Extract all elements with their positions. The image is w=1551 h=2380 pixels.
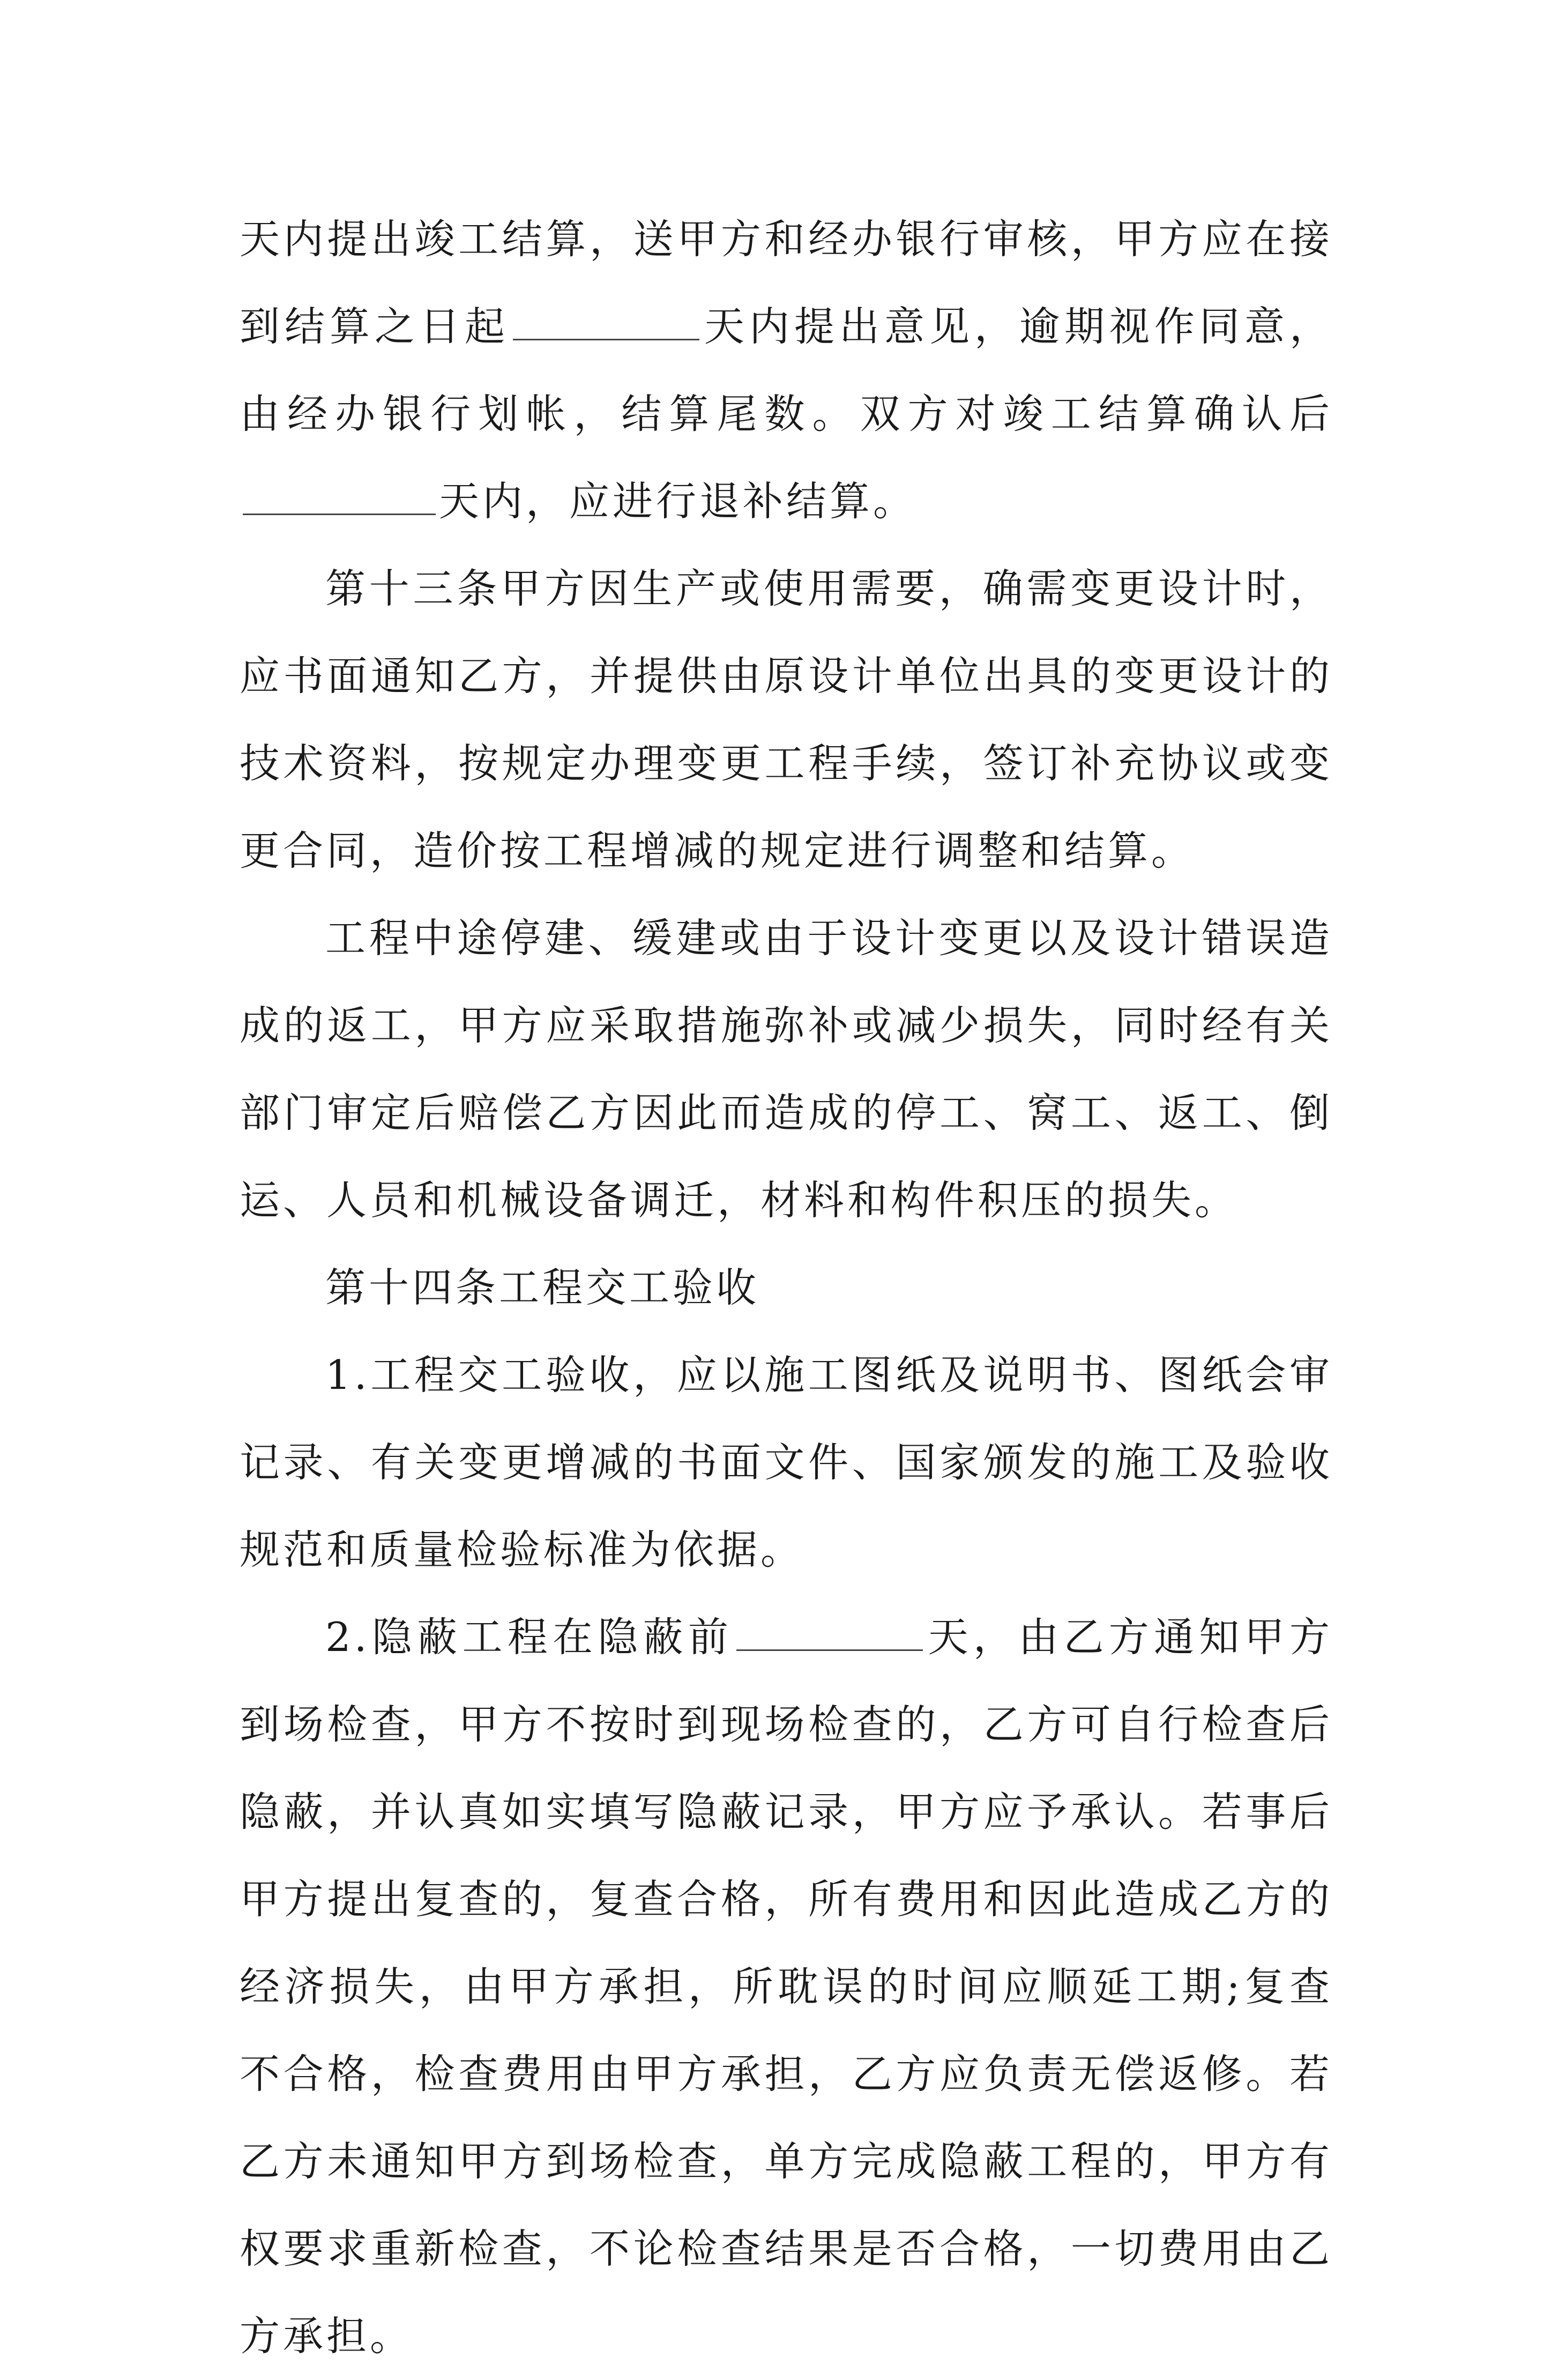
blank-field-notice-days bbox=[736, 1649, 923, 1651]
paragraph-concealed-works bbox=[240, 1594, 1333, 2380]
settlement-text-3: 天内，应进行退补结算。 bbox=[439, 478, 917, 525]
document-body bbox=[240, 196, 1333, 2380]
paragraph-acceptance-basis: 1.工程交工验收，应以施工图纸及说明书、图纸会审记录、有关变更增减的书面文件、国家颁发的施工及验收规范和质量检验标准为依据。 bbox=[240, 1351, 1333, 1573]
blank-field-review-days bbox=[513, 338, 699, 340]
blank-field-refund-days bbox=[243, 513, 436, 515]
paragraph-article-13: 第十三条甲方因生产或使用需要，确需变更设计时，应书面通知乙方，并提供由原设计单位出具的变更设计的技术资料，按规定办理变更工程手续，签订补充协议或变更合同，造价按工程增减的规定进行调整和结算。 bbox=[240, 565, 1333, 874]
heading-article-14: 第十四条工程交工验收 bbox=[325, 1264, 760, 1311]
concealed-text-2: 天，由乙方通知甲方到场检查，甲方不按时到现场检查的，乙方可自行检查后隐蔽，并认真如实填写隐蔽记录，甲方应予承认。若事后甲方提出复查的，复查合格，所有费用和因此造成乙方的经济损失，由甲方承担，所耽误的时间应顺延工期;复查不合格，检查费用由甲方承担，乙方应负责无偿返修。若乙方未通知甲方到场检查，单方完成隐蔽工程的，甲方有权要求重新检查，不论检查结果是否合格，一切费用由乙方承担。 bbox=[240, 1613, 1333, 2360]
settlement-text-1: 天内提出竣工结算，送甲方和经办银行审核，甲方应在接到结算之日起 bbox=[240, 215, 1333, 350]
settlement-text-2: 天内提出意见，逾期视作同意，由经办银行划帐，结算尾数。双方对竣工结算确认后 bbox=[240, 303, 1333, 437]
paragraph-suspension-losses: 工程中途停建、缓建或由于设计变更以及设计错误造成的返工，甲方应采取措施弥补或减少损失，同时经有关部门审定后赔偿乙方因此而造成的停工、窝工、返工、倒运、人员和机械设备调迁，材料和构件积压的损失。 bbox=[240, 914, 1333, 1224]
paragraph-settlement bbox=[240, 196, 1333, 545]
concealed-text-1: 2.隐蔽工程在隐蔽前 bbox=[325, 1613, 734, 1661]
